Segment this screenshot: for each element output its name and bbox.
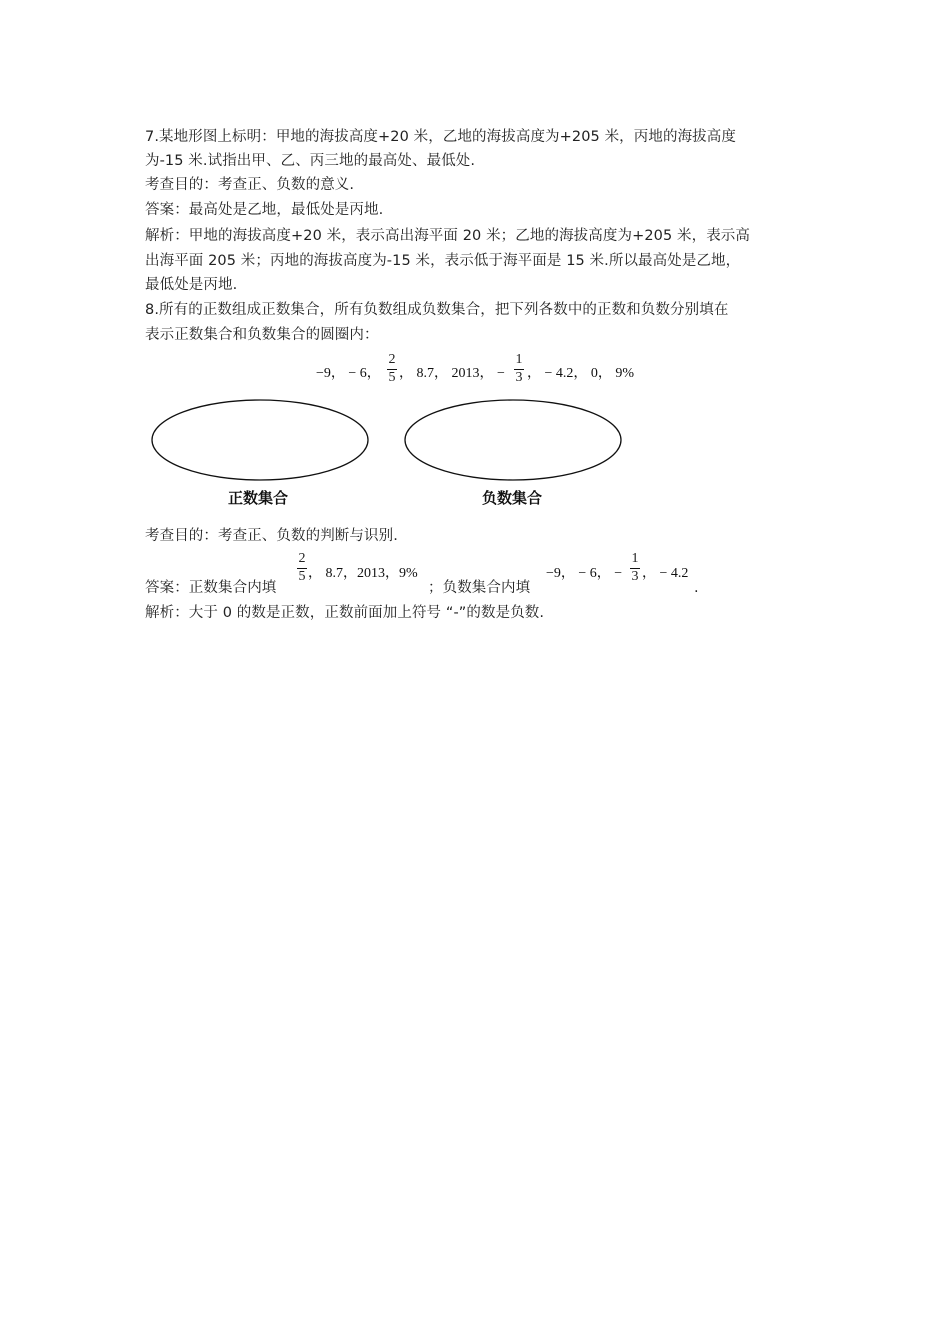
- answer-negative-values-2: ， − 4.2: [642, 566, 689, 581]
- answer-end: .: [694, 580, 699, 596]
- fraction-denominator: 3: [631, 569, 639, 584]
- fraction-numerator: 2: [388, 352, 396, 367]
- q7-answer: 答案：最高处是乙地，最低处是丙地.: [145, 202, 384, 218]
- q7-analysis-2: 出海平面 205 米；丙地的海拔高度为-15 米，表示低于海平面是 15 米.所以最高处是乙地，: [145, 253, 741, 269]
- fraction-numerator: 1: [515, 352, 523, 367]
- positive-set-label: 正数集合: [228, 489, 289, 507]
- set-diagram: [140, 390, 640, 490]
- fraction-denominator: 5: [388, 370, 396, 385]
- q7-line-1: 7.某地形图上标明：甲地的海拔高度+20 米，乙地的海拔高度为+205 米，丙地的海拔高度: [145, 129, 736, 145]
- q7-purpose: 考查目的：考查正、负数的意义.: [145, 177, 355, 193]
- positive-set-ellipse: [152, 400, 368, 480]
- negative-set-ellipse: [405, 400, 621, 480]
- fraction-denominator: 5: [298, 569, 306, 584]
- q7-line-2: 为-15 米.试指出甲、乙、丙三地的最高处、最低处.: [145, 153, 476, 169]
- number-list-part-3: ， − 4.2， 0， 9%: [527, 366, 635, 381]
- answer-positive-values: ， 8.7，2013，9%: [308, 566, 418, 581]
- fraction-denominator: 3: [515, 370, 523, 385]
- number-list-part-1: −9， − 6，: [316, 366, 381, 381]
- answer-negative-values-1: −9， − 6， −: [546, 566, 623, 581]
- q7-analysis-3: 最低处是丙地.: [145, 277, 238, 293]
- number-list-part-2: ， 8.7， 2013， −: [399, 366, 505, 381]
- fraction-numerator: 1: [631, 551, 639, 566]
- fraction-numerator: 2: [298, 551, 306, 566]
- q8-purpose: 考查目的：考查正、负数的判断与识别.: [145, 528, 398, 544]
- q8-analysis: 解析：大于 0 的数是正数，正数前面加上符号 “-”的数是负数.: [145, 605, 545, 621]
- answer-prefix: 答案：正数集合内填: [145, 580, 277, 596]
- q8-line-1: 8.所有的正数组成正数集合，所有负数组成负数集合，把下列各数中的正数和负数分别填在: [145, 302, 729, 318]
- q8-line-2: 表示正数集合和负数集合的圆圈内：: [145, 327, 379, 343]
- q7-analysis-1: 解析：甲地的海拔高度+20 米，表示高出海平面 20 米；乙地的海拔高度为+205 米，表示高: [145, 228, 751, 244]
- answer-middle: ；负数集合内填: [428, 580, 531, 596]
- negative-set-label: 负数集合: [482, 489, 543, 507]
